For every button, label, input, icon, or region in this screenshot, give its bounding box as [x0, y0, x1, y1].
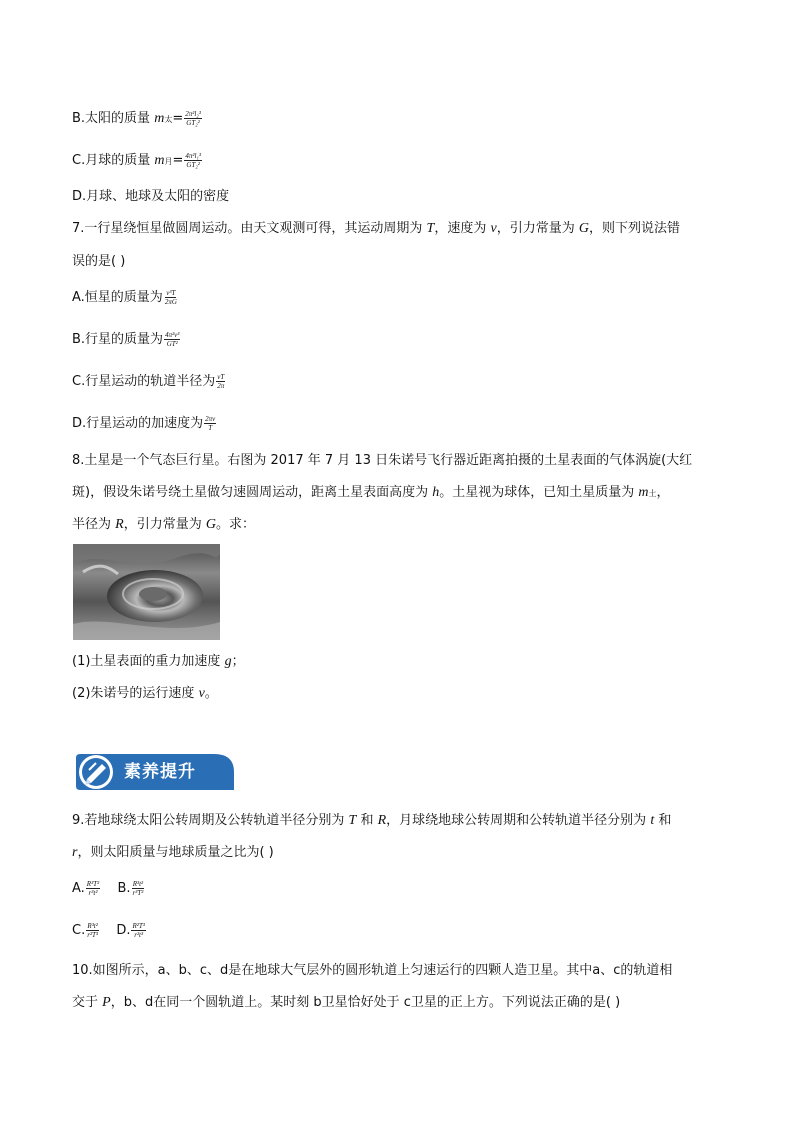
- q6-option-c: C.月球的质量 m月= $\frac{\text{4π²l₁³}}{\text{GT₂²}}$: [72, 152, 201, 169]
- q9-c-fraction: $\frac{\text{R³t²}}{\text{r²T³}}$: [87, 922, 99, 939]
- q7-c-fraction: $\frac{vT}{2\pi}$: [217, 373, 225, 390]
- q7-stem-line1: 7.一行星绕恒星做圆周运动。由天文观测可得，其运动周期为 T，速度为 v，引力常量为 G，则下列说法错: [72, 221, 680, 236]
- q10-stem-line2: 交于 P，b、d在同一个圆轨道上。某时刻 b卫星恰好处于 c卫星的正上方。下列说法正确的是( ): [72, 995, 621, 1010]
- q8-stem-line3: 半径为 R，引力常量为 G。求：: [72, 517, 255, 532]
- q7-stem-line2: 误的是( ): [72, 254, 126, 269]
- q8-sub1: (1)土星表面的重力加速度 g；: [72, 654, 245, 669]
- q7-option-a: A.恒星的质量为 $\frac{\text{v³T}}{2\pi G}$: [72, 289, 177, 306]
- q6-option-b: B.太阳的质量 m太= $\frac{\text{2π²l₂³}}{\text{GT₂²}}$: [72, 110, 201, 127]
- q9-options-cd: C. $\frac{\text{R³t²}}{\text{r²T³}}$ D. $\frac{\text{R²T³}}{\text{r²t³}}$: [72, 922, 145, 939]
- q8-stem-line1: 8.土星是一个气态巨行星。右图为 2017 年 7 月 13 日朱诺号飞行器近距离拍摄的土星表面的气体涡旋(大红: [72, 453, 693, 468]
- q8-stem-line2: 斑)，假设朱诺号绕土星做匀速圆周运动，距离土星表面高度为 h。土星视为球体，已知土星质量为 m土，: [72, 485, 670, 500]
- q9-d-fraction: $\frac{\text{R²T³}}{\text{r²t³}}$: [132, 922, 145, 939]
- saturn-vortex-photo: [73, 544, 220, 640]
- q7-option-c: C.行星运动的轨道半径为 $\frac{vT}{2\pi}$: [72, 373, 225, 390]
- q10-stem-line1: 10.如图所示，a、b、c、d是在地球大气层外的圆形轨道上匀速运行的四颗人造卫星。其中a、c的轨道相: [72, 963, 673, 978]
- q8-sub2: (2)朱诺号的运行速度 v。: [72, 686, 218, 701]
- q9-options-ab: A. $\frac{\text{R³T²}}{\text{r³t²}}$ B. $\frac{\text{R³t²}}{\text{r³T²}}$: [72, 880, 144, 897]
- q6-b-fraction: $\frac{\text{2π²l₂³}}{\text{GT₂²}}$: [185, 110, 201, 127]
- q9-stem-line2: r，则太阳质量与地球质量之比为( ): [72, 845, 274, 860]
- q7-option-d: D.行星运动的加速度为 $\frac{2\pi v}{T}$: [72, 415, 216, 432]
- q9-a-fraction: $\frac{\text{R³T²}}{\text{r³t²}}$: [86, 880, 100, 897]
- q7-d-fraction: $\frac{2\pi v}{T}$: [205, 415, 216, 432]
- q6-c-fraction: $\frac{\text{4π²l₁³}}{\text{GT₂²}}$: [185, 152, 201, 169]
- q9-b-fraction: $\frac{\text{R³t²}}{\text{r³T²}}$: [132, 880, 144, 897]
- q9-stem-line1: 9.若地球绕太阳公转周期及公转轨道半径分别为 T 和 R，月球绕地球公转周期和公转轨道半径分别为 t 和: [72, 813, 672, 828]
- q6-option-d: D.月球、地球及太阳的密度: [72, 189, 230, 204]
- q7-b-fraction: $\frac{\text{4π²v³}}{\text{GT²}}$: [165, 331, 180, 348]
- section-banner-title: 素养提升: [124, 762, 196, 782]
- q7-a-fraction: $\frac{\text{v³T}}{2\pi G}$: [164, 289, 177, 306]
- q7-option-b: B.行星的质量为 $\frac{\text{4π²v³}}{\text{GT²}}$: [72, 331, 180, 348]
